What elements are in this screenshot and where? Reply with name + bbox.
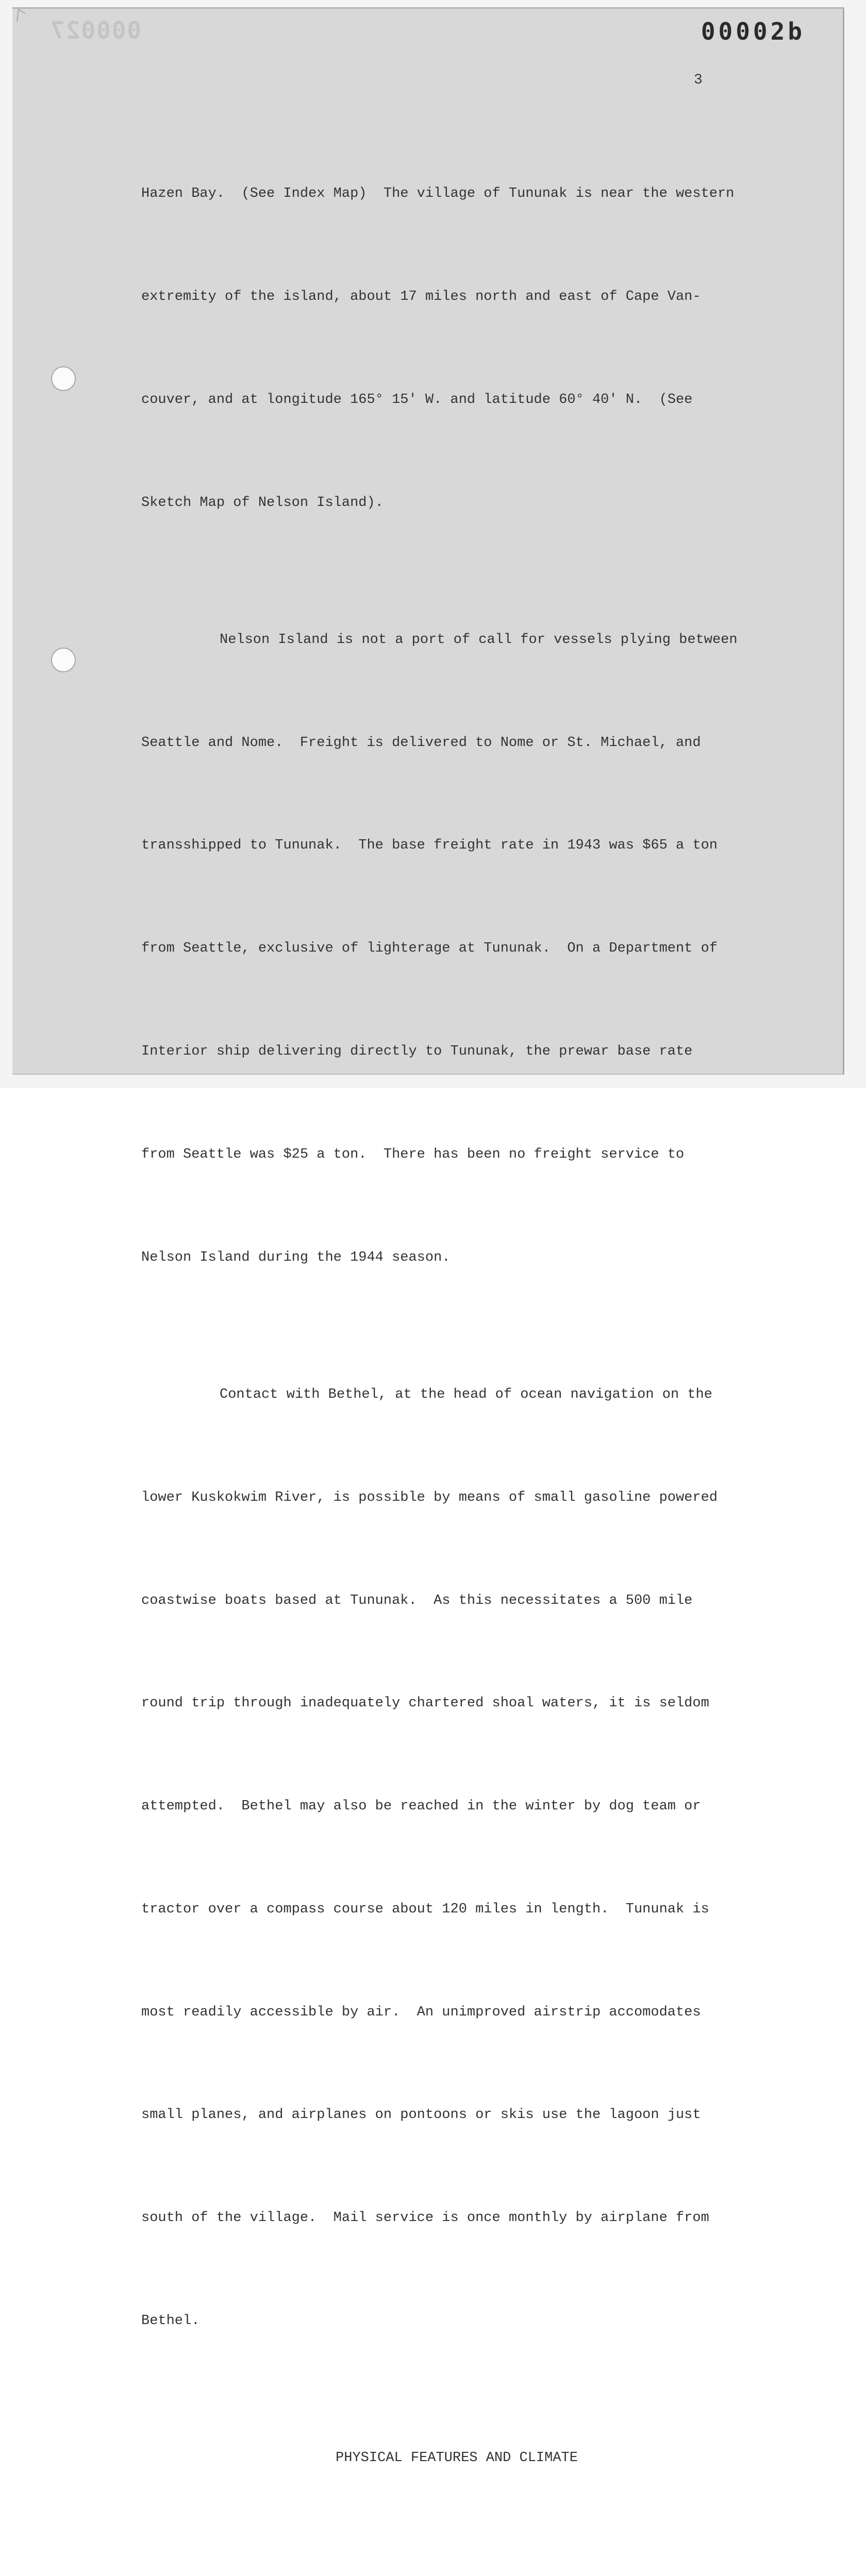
paragraph-line: Interior ship delivering directly to Tununak, the prewar base rate	[141, 1044, 693, 1060]
paragraph-line: coastwise boats based at Tununak. As this necessitates a 500 mile	[141, 1592, 693, 1608]
paragraph-line: Nelson Island during the 1944 season.	[141, 1249, 451, 1265]
paragraph-line: tractor over a compass course about 120 miles in length. Tununak is	[141, 1901, 709, 1917]
paragraph-line: Sketch Map of Nelson Island).	[141, 495, 384, 511]
document-number-stamp: 00002b	[701, 18, 805, 45]
paragraph-line: lower Kuskokwim River, is possible by means of small gasoline powered	[141, 1489, 718, 1505]
paragraph-line: Nelson Island is not a port of call for vessels plying between	[220, 632, 738, 648]
paragraph-line: extremity of the island, about 17 miles north and east of Cape Van-	[141, 289, 701, 304]
section-heading: PHYSICAL FEATURES AND CLIMATE	[336, 2450, 578, 2466]
punch-hole-upper	[51, 366, 76, 391]
paragraph-line: Hazen Bay. (See Index Map) The village of Tununak is near the western	[141, 186, 735, 202]
ghost-stamp-number: 000027	[49, 16, 142, 44]
paragraph-line: couver, and at longitude 165° 15' W. and latitude 60° 40' N. (See	[141, 392, 693, 408]
paragraph-line: Seattle and Nome. Freight is delivered to Nome or St. Michael, and	[141, 735, 701, 751]
paragraph-line: round trip through inadequately chartered shoal waters, it is seldom	[141, 1696, 709, 1711]
paragraph-line: most readily accessible by air. An unimproved airstrip accomodates	[141, 2004, 701, 2020]
paragraph-line: Contact with Bethel, at the head of ocean navigation on the	[220, 1386, 712, 1402]
paragraph-line: south of the village. Mail service is once monthly by airplane from	[141, 2210, 709, 2226]
punch-hole-lower	[51, 648, 76, 672]
paragraph-line: Bethel.	[141, 2313, 200, 2329]
paragraph-line: attempted. Bethel may also be reached in the winter by dog team or	[141, 1799, 701, 1815]
paragraph-line: transshipped to Tununak. The base freight rate in 1943 was $65 a ton	[141, 838, 718, 854]
paragraph-line: from Seattle, exclusive of lighterage at Tununak. On a Department of	[141, 941, 718, 957]
paragraph-line: from Seattle was $25 a ton. There has been no freight service to	[141, 1146, 685, 1162]
pencil-corner-mark	[15, 7, 27, 23]
body-text	[141, 108, 760, 2576]
page-number: 3	[694, 72, 703, 88]
paragraph-line: small planes, and airplanes on pontoons or skis use the lagoon just	[141, 2107, 701, 2123]
